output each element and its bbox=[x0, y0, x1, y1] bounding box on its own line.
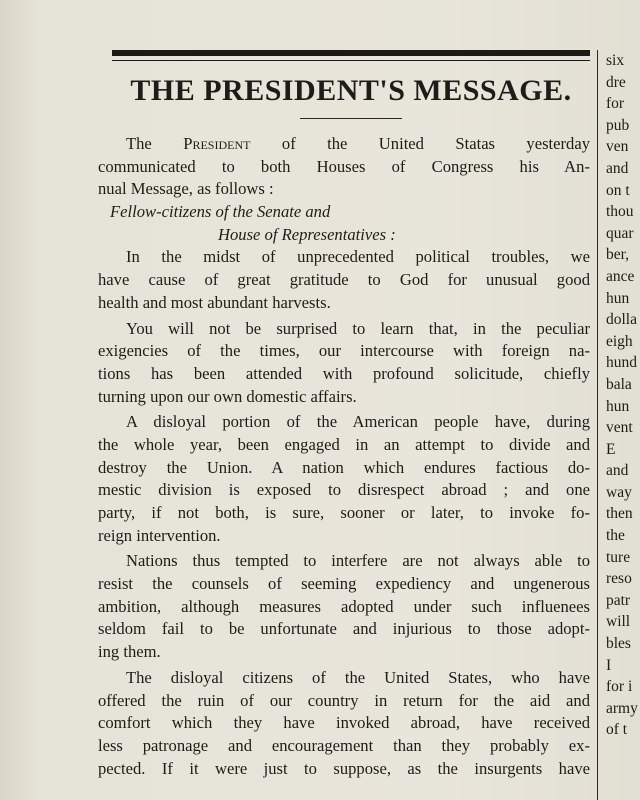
paragraph-line: pected. If it were just to suppose, as the insurgents have bbox=[98, 758, 590, 778]
fragment-line: reso bbox=[606, 570, 632, 588]
paragraph-line: Nations thus tempted to interfere are not always able to bbox=[126, 551, 590, 571]
paragraph-line: exigencies of the times, our intercourse with foreign na- bbox=[98, 341, 590, 361]
fragment-line: army bbox=[606, 699, 638, 717]
fragment-line: and bbox=[606, 462, 629, 480]
column-divider bbox=[597, 50, 598, 800]
fragment-line: of t bbox=[606, 721, 628, 739]
paragraph-line: have cause of great gratitude to God for unusual good bbox=[98, 270, 590, 290]
fragment-line: on t bbox=[606, 181, 630, 199]
paragraph-line: less patronage and encouragement than they probably ex- bbox=[98, 735, 590, 755]
fragment-line: bles bbox=[606, 635, 631, 653]
fragment-line: hund bbox=[606, 354, 637, 372]
paragraph-line: In the midst of unprecedented political troubles, we bbox=[126, 247, 590, 267]
fragment-line: pub bbox=[606, 116, 630, 134]
fragment-line: and bbox=[606, 159, 629, 177]
paragraph bbox=[98, 550, 590, 663]
fragment-line: ven bbox=[606, 138, 629, 156]
paragraph-line: mestic division is exposed to disrespect abroad ; and one bbox=[98, 480, 590, 500]
fragment-line: E bbox=[606, 440, 616, 458]
paragraph-line: health and most abundant harvests. bbox=[98, 292, 331, 312]
fragment-line: for i bbox=[606, 678, 633, 696]
paragraph-list bbox=[98, 246, 590, 780]
paragraph-line: The disloyal citizens of the United States, who have bbox=[126, 667, 590, 687]
paragraph bbox=[98, 667, 590, 780]
paragraph-line: seldom fail to be unfortunate and injurious to those adopt- bbox=[98, 619, 590, 639]
paragraph-line: comfort which they have invoked abroad, have received bbox=[98, 713, 590, 733]
fragment-line: ance bbox=[606, 267, 635, 285]
paragraph-line: turning upon our own domestic affairs. bbox=[98, 386, 357, 406]
intro-line: nual Message, as follows : bbox=[98, 179, 274, 199]
article-body bbox=[98, 133, 590, 780]
paragraph bbox=[98, 411, 590, 547]
paragraph-line: the whole year, been engaged in an attempt to divide and bbox=[98, 434, 590, 454]
fragment-line: the bbox=[606, 527, 625, 545]
intro-line: The President of the United Statas yesterday bbox=[126, 134, 591, 153]
fragment-line: vent bbox=[606, 419, 633, 437]
paragraph-line: ambition, although measures adopted under such influenees bbox=[98, 596, 590, 616]
fragment-line: eigh bbox=[606, 332, 633, 350]
article-headline: THE PRESIDENT'S MESSAGE. bbox=[130, 74, 572, 107]
paragraph bbox=[98, 318, 590, 409]
fragment-line: ture bbox=[606, 548, 631, 566]
fragment-line: thou bbox=[606, 203, 634, 221]
intro-line: communicated to both Houses of Congress his An- bbox=[98, 156, 590, 176]
paragraph-line: You will not be surprised to learn that, in the peculiar bbox=[126, 318, 590, 338]
paragraph-line: offered the ruin of our country in return for the aid and bbox=[98, 690, 590, 710]
fragment-line: patr bbox=[606, 591, 631, 609]
paragraph-line: resist the counsels of seeming expediency and ungenerous bbox=[98, 574, 590, 594]
salutation-line: Fellow-citizens of the Senate and bbox=[110, 202, 331, 222]
header-rule-thin bbox=[112, 60, 590, 61]
paragraph-line: ing them. bbox=[98, 642, 161, 662]
fragment-line: six bbox=[606, 52, 625, 69]
paragraph-line: A disloyal portion of the American people have, during bbox=[126, 412, 590, 432]
paragraph-line: tions has been attended with profound solicitude, chiefly bbox=[98, 363, 590, 383]
fragment-line: will bbox=[606, 613, 631, 631]
fragment-line: I bbox=[606, 656, 612, 674]
adjacent-column-fragment bbox=[606, 50, 640, 741]
fragment-line: way bbox=[606, 483, 632, 501]
fragment-line: ber, bbox=[606, 246, 630, 264]
fragment-line: dolla bbox=[606, 311, 637, 329]
salutation-line: House of Representatives : bbox=[218, 224, 396, 244]
paragraph-line: party, if not both, is sure, sooner or later, to invoke fo- bbox=[98, 503, 590, 522]
fragment-line: hun bbox=[606, 397, 630, 415]
fragment-line: for bbox=[606, 95, 625, 113]
fragment-line: quar bbox=[606, 224, 634, 242]
fragment-line: bala bbox=[606, 375, 632, 393]
paragraph bbox=[98, 246, 590, 314]
paragraph-line: reign intervention. bbox=[98, 525, 221, 545]
paragraph-line: destroy the Union. A nation which endures factious do- bbox=[98, 457, 590, 477]
fragment-line: dre bbox=[606, 73, 626, 91]
headline-rule bbox=[300, 118, 402, 119]
fragment-line: then bbox=[606, 505, 633, 523]
fragment-line: hun bbox=[606, 289, 630, 307]
header-rule-thick bbox=[112, 50, 590, 56]
